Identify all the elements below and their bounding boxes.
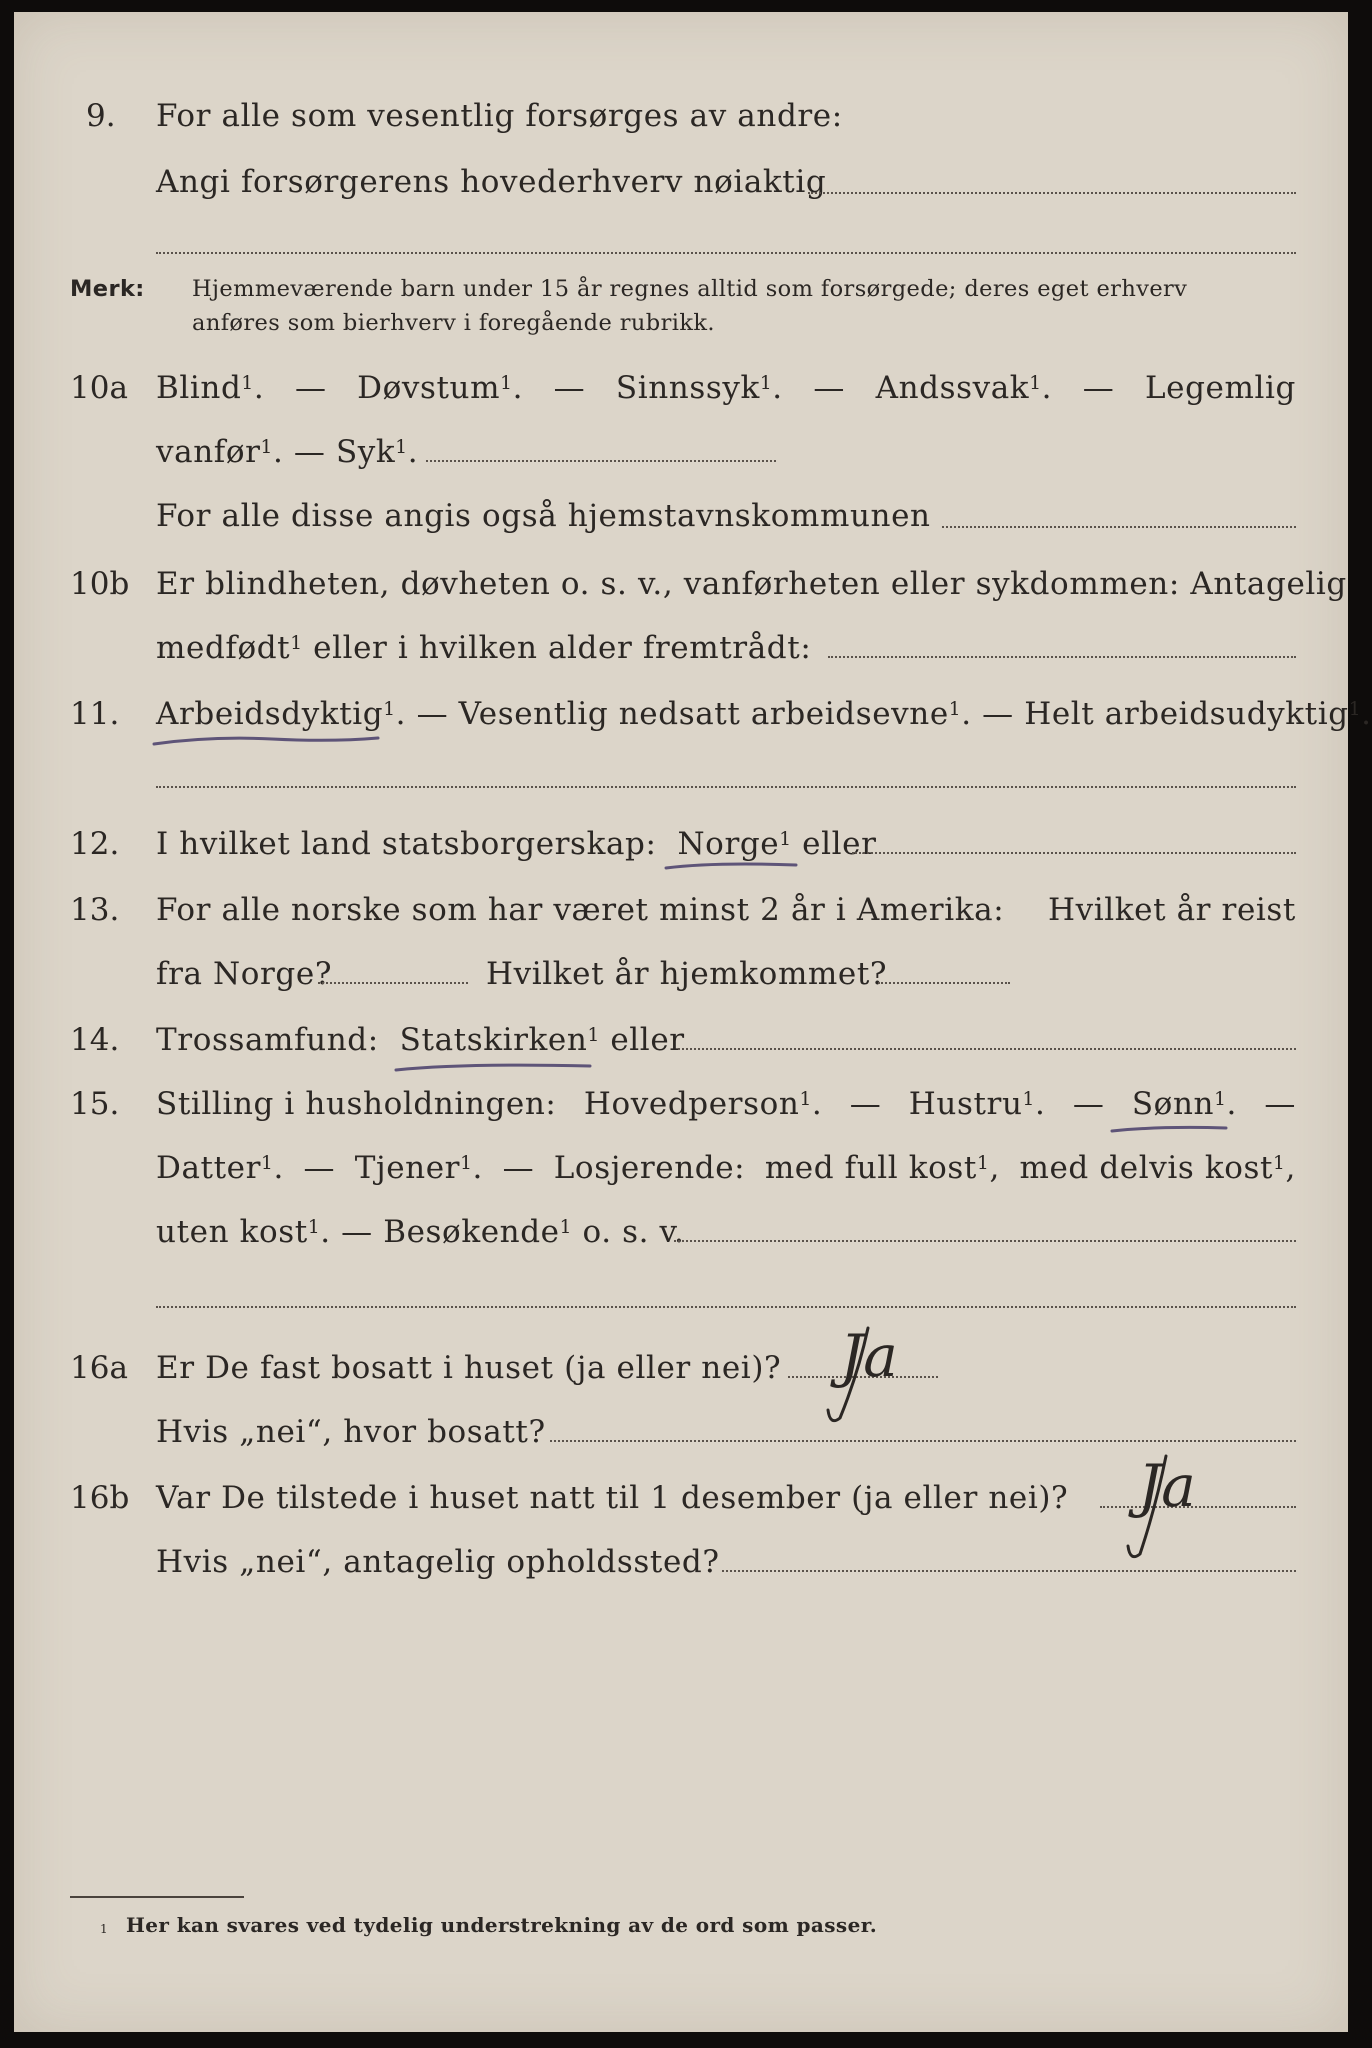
merk-label: Merk: — [70, 276, 145, 302]
q16a-line1: Er De fast bosatt i huset (ja eller nei)? — [156, 1350, 782, 1386]
footnote-text: Her kan svares ved tydelig understrekning av de ord som passer. — [126, 1913, 878, 1937]
q15-answer-field[interactable] — [674, 1240, 1296, 1242]
q13-line1: For alle norske som har været minst 2 år i Amerika: Hvilket år reist — [156, 892, 1296, 928]
opt-blind: Blind$^1$. — [156, 370, 265, 406]
opt-statskirken: Statskirken — [399, 1022, 588, 1058]
q15-line3: uten kost$^1$. — Besøkende$^1$ o. s. v. — [156, 1214, 685, 1250]
q14-text: Trossamfund: Statskirken$^1$ eller — [156, 1022, 685, 1058]
q10a-number: 10a — [70, 370, 128, 406]
q16b-handwritten-answer — [1104, 1444, 1274, 1576]
q15-line2: Datter$^1$. — Tjener$^1$. — Losjerende: med full kost$^1$, med delvis kost$^1$, — [156, 1150, 1296, 1186]
q15-answer-field-2[interactable] — [156, 1306, 1296, 1308]
opt-sonn: Sønn — [1131, 1086, 1215, 1122]
q13-number: 13. — [70, 892, 120, 928]
q9-line2: Angi forsørgerens hovederhverv nøiaktig — [156, 164, 827, 200]
q10a-answer-field[interactable] — [426, 460, 776, 462]
q16a-number: 16a — [70, 1350, 128, 1386]
svg-text:Ja: Ja — [840, 1322, 898, 1390]
q15-line1: Stilling i husholdningen: Hovedperson$^1$. — Hustru$^1$. — Sønn$^1$. — — [156, 1086, 1296, 1122]
q11-answer-field[interactable] — [156, 786, 1296, 788]
q9-number: 9. — [86, 98, 116, 134]
q16a-handwritten-answer — [810, 1314, 970, 1436]
q11-options: Arbeidsdyktig$^1$. — Vesentlig nedsatt arbeidsevne$^1$. — Helt arbeidsudyktig$^1$. — [156, 696, 1372, 732]
pencil-underline-statskirken — [394, 1058, 594, 1076]
opt-legemlig: Legemlig — [1144, 370, 1296, 406]
q16b-line1: Var De tilstede i huset natt til 1 desember (ja eller nei)? — [156, 1480, 1069, 1516]
q10a-line2: vanfør$^1$. — Syk$^1$. — [156, 434, 419, 470]
opt-sinnssyk: Sinnssyk$^1$. — [615, 370, 783, 406]
pencil-underline-sonn — [1110, 1122, 1230, 1138]
q9-line1: For alle som vesentlig forsørges av andre: — [156, 98, 843, 134]
q15-number: 15. — [70, 1086, 120, 1122]
q13-reist-field[interactable] — [318, 982, 468, 984]
q11-number: 11. — [70, 696, 120, 732]
merk-line2: anføres som bierhverv i foregående rubrikk. — [192, 310, 715, 336]
q13-line2b: Hvilket år hjemkommet? — [486, 956, 888, 992]
opt-norge: Norge — [677, 826, 780, 862]
census-form-page — [14, 12, 1372, 2032]
q10a-hjemstavn-field[interactable] — [942, 526, 1296, 528]
q10b-line1: Er blindheten, døvheten o. s. v., vanførheten eller sykdommen: Antagelig — [156, 566, 1347, 602]
q14-number: 14. — [70, 1022, 120, 1058]
q12-text: I hvilket land statsborgerskap: Norge$^1$ eller — [156, 826, 877, 862]
footnote-mark: 1 — [100, 1922, 109, 1936]
q10b-answer-field[interactable] — [828, 656, 1296, 658]
merk-line1: Hjemmeværende barn under 15 år regnes alltid som forsørgede; deres eget erhverv — [192, 276, 1188, 302]
q16b-opholdssted-field[interactable] — [722, 1570, 1296, 1572]
opt-arbeidsdyktig: Arbeidsdyktig — [156, 696, 384, 732]
svg-text:Ja: Ja — [1138, 1452, 1196, 1520]
q10b-line2: medfødt$^1$ eller i hvilken alder fremtrådt: — [156, 630, 812, 666]
pencil-underline-norge — [664, 858, 800, 874]
footnote-rule — [70, 1896, 244, 1898]
q16b-line2: Hvis „nei“, antagelig opholdssted? — [156, 1544, 720, 1580]
opt-dovstum: Døvstum$^1$. — [357, 370, 524, 406]
q10b-number: 10b — [70, 566, 130, 602]
q16a-line2: Hvis „nei“, hvor bosatt? — [156, 1414, 546, 1450]
q10a-options: Blind$^1$. — Døvstum$^1$. — Sinnssyk$^1$. — Andssvak$^1$. — Legemlig — [156, 370, 1296, 406]
q9-answer-field[interactable] — [808, 192, 1296, 194]
q14-answer-field[interactable] — [678, 1048, 1296, 1050]
q16a-bosatt-field[interactable] — [550, 1440, 1296, 1442]
q9-answer-field-2[interactable] — [156, 252, 1296, 254]
pencil-underline-arbeidsdyktig — [152, 730, 382, 750]
q13-line2a: fra Norge? — [156, 956, 333, 992]
q13-hjemkommet-field[interactable] — [878, 982, 1010, 984]
q10a-line3: For alle disse angis også hjemstavnskommunen — [156, 498, 931, 534]
opt-andssvak: Andssvak$^1$. — [875, 370, 1053, 406]
q12-answer-field[interactable] — [852, 852, 1296, 854]
q16b-number: 16b — [70, 1480, 130, 1516]
q12-number: 12. — [70, 826, 120, 862]
